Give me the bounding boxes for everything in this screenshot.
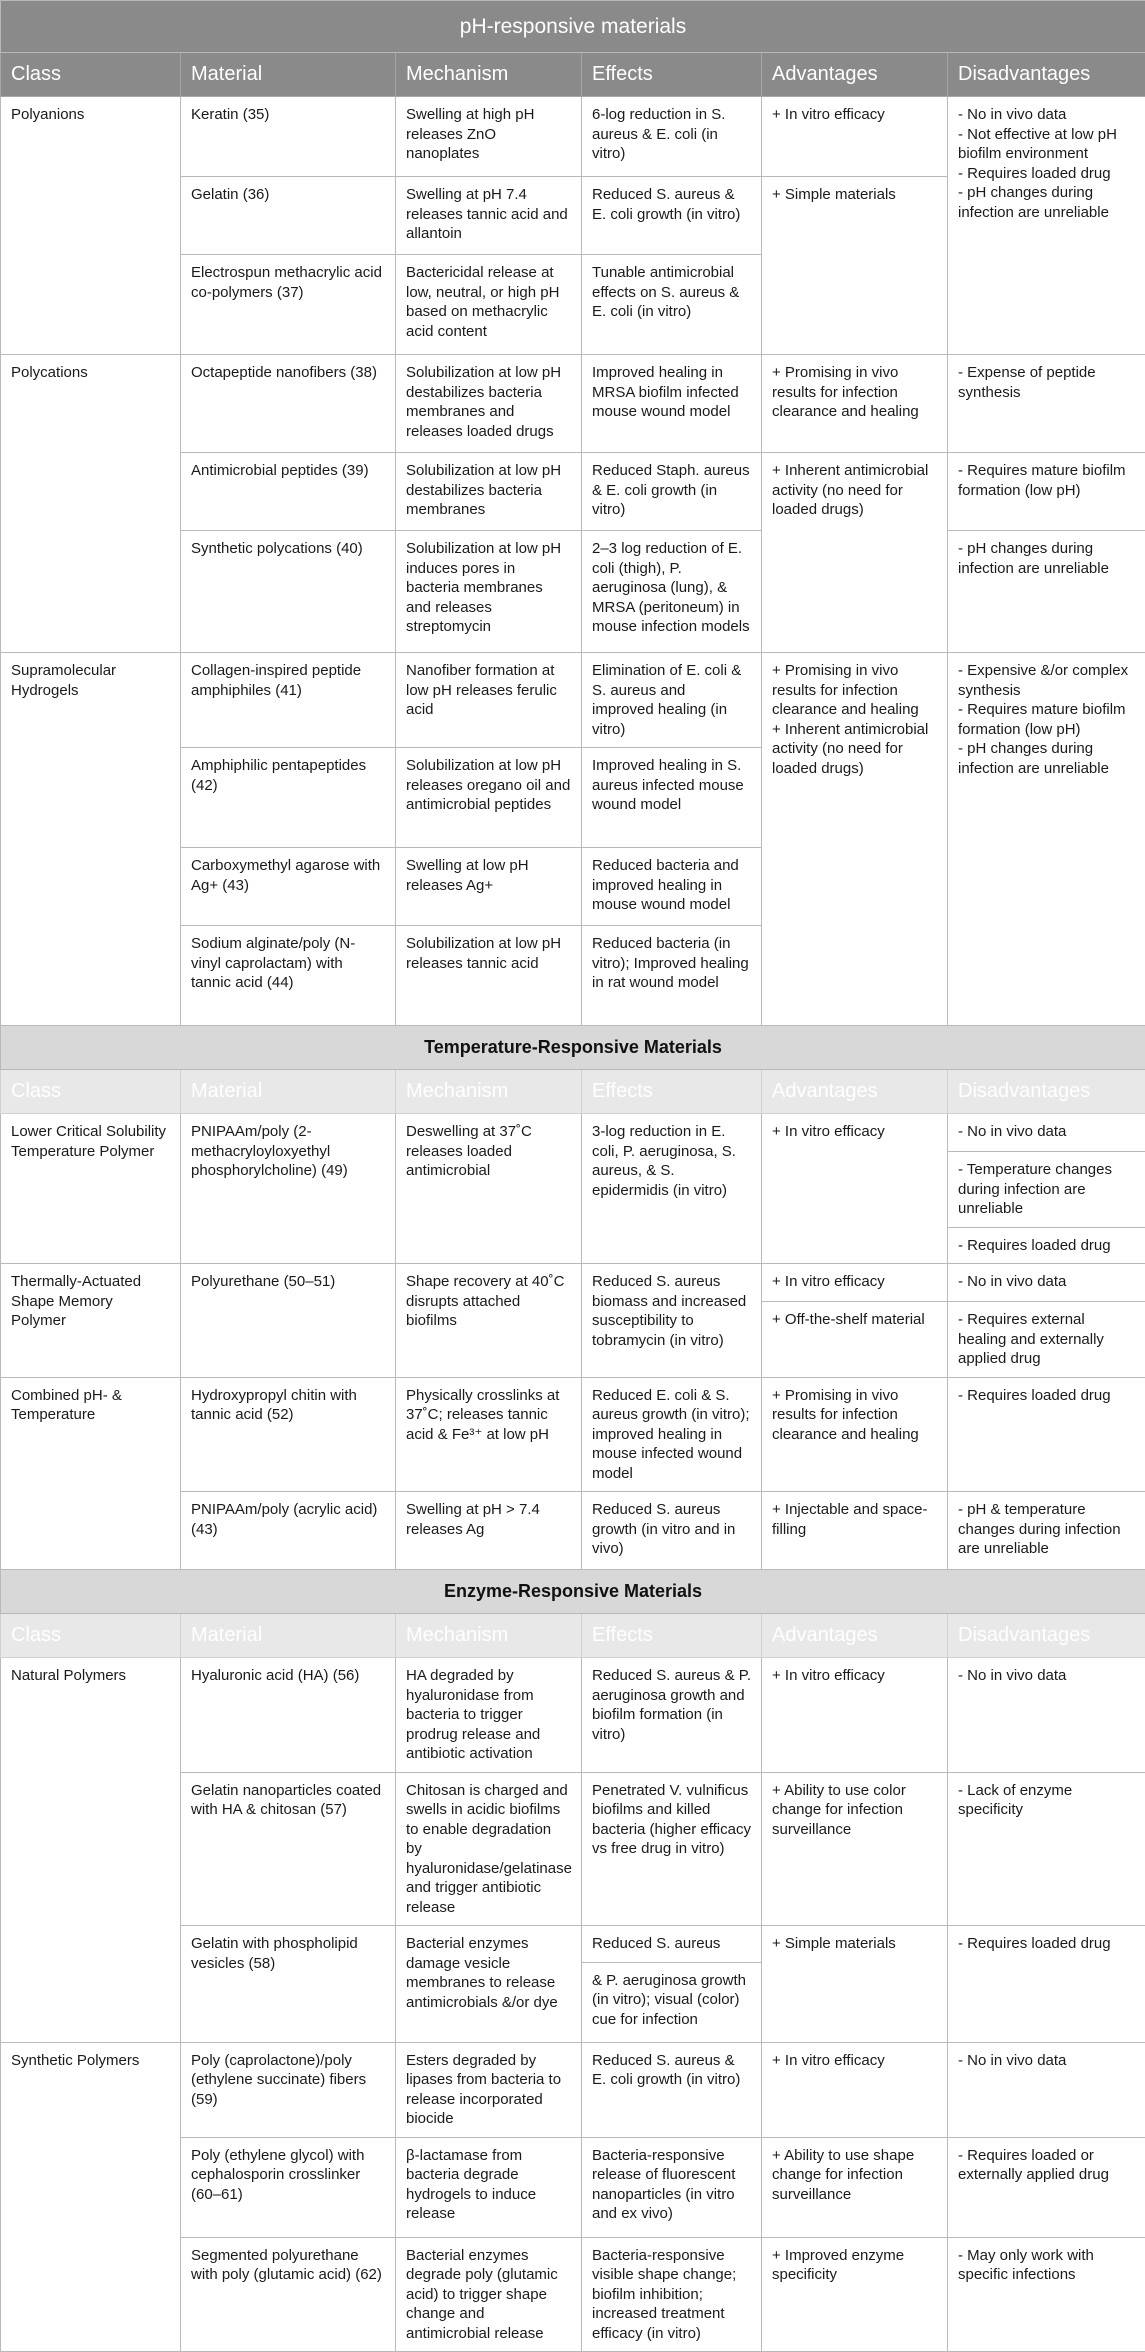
effects-cell: Reduced Staph. aureus & E. coli growth (in vitro) xyxy=(582,453,762,531)
material-cell: Electrospun methacrylic acid co-polymers (37) xyxy=(181,255,396,355)
disadvantages-cell: - Expense of peptide synthesis xyxy=(948,355,1145,453)
table-row xyxy=(1,355,1145,453)
disadvantages-cell: - Requires external healing and externally applied drug xyxy=(948,1302,1145,1378)
header-class: Class xyxy=(1,53,181,97)
effects-cell: Improved healing in MRSA biofilm infected mouse wound model xyxy=(582,355,762,453)
header-material: Material xyxy=(181,1614,396,1658)
advantages-cell: + In vitro efficacy xyxy=(762,1658,948,1773)
advantages-cell: + Simple materials xyxy=(762,177,948,355)
material-cell: Carboxymethyl agarose with Ag+ (43) xyxy=(181,848,396,926)
advantages-cell: + Ability to use color change for infection surveillance xyxy=(762,1772,948,1926)
table-row xyxy=(1,1658,1145,1773)
disadvantages-cell: - No in vivo data - Not effective at low pH biofilm environment - Requires loaded drug - pH changes during infection are unreliable xyxy=(948,97,1145,355)
advantages-cell: + Promising in vivo results for infection clearance and healing + Inherent antimicrobial activity (no need for loaded drugs) xyxy=(762,653,948,1026)
mechanism-cell: Swelling at pH > 7.4 releases Ag xyxy=(396,1492,582,1570)
mechanism-cell: β-lactamase from bacteria degrade hydrogels to induce release xyxy=(396,2137,582,2237)
advantages-cell: + Promising in vivo results for infection clearance and healing xyxy=(762,355,948,453)
effects-cell: Improved healing in S. aureus infected mouse wound model xyxy=(582,748,762,848)
advantages-cell: + In vitro efficacy xyxy=(762,1114,948,1264)
material-cell: Poly (ethylene glycol) with cephalosporin crosslinker (60–61) xyxy=(181,2137,396,2237)
material-cell: Gelatin (36) xyxy=(181,177,396,255)
material-cell: PNIPAAm/poly (acrylic acid) (43) xyxy=(181,1492,396,1570)
effects-cell: Reduced bacteria and improved healing in mouse wound model xyxy=(582,848,762,926)
material-cell: Keratin (35) xyxy=(181,97,396,177)
header-mechanism: Mechanism xyxy=(396,53,582,97)
mechanism-cell: Esters degraded by lipases from bacteria to release incorporated biocide xyxy=(396,2042,582,2137)
table-title: pH-responsive materials xyxy=(1,1,1145,53)
effects-cell: Reduced S. aureus & E. coli growth (in vitro) xyxy=(582,2042,762,2137)
material-cell: Octapeptide nanofibers (38) xyxy=(181,355,396,453)
disadvantages-cell: - May only work with specific infections xyxy=(948,2237,1145,2352)
advantages-cell: + In vitro efficacy xyxy=(762,2042,948,2137)
advantages-cell: + Simple materials xyxy=(762,1926,948,2043)
mechanism-cell: Physically crosslinks at 37˚C; releases tannic acid & Fe³⁺ at low pH xyxy=(396,1377,582,1492)
disadvantages-cell: - No in vivo data xyxy=(948,2042,1145,2137)
table-row xyxy=(1,1114,1145,1152)
disadvantages-cell: - Temperature changes during infection are unreliable xyxy=(948,1152,1145,1228)
class-cell: Polyanions xyxy=(1,97,181,355)
effects-cell: & P. aeruginosa growth (in vitro); visual (color) cue for infection xyxy=(582,1962,762,2042)
disadvantages-cell: - No in vivo data xyxy=(948,1114,1145,1152)
disadvantages-cell: - No in vivo data xyxy=(948,1264,1145,1302)
effects-cell: Reduced S. aureus & P. aeruginosa growth and biofilm formation (in vitro) xyxy=(582,1658,762,1773)
effects-cell: Elimination of E. coli & S. aureus and improved healing (in vitro) xyxy=(582,653,762,748)
class-cell: Combined pH- & Temperature xyxy=(1,1377,181,1570)
mechanism-cell: Shape recovery at 40˚C disrupts attached biofilms xyxy=(396,1264,582,1378)
mechanism-cell: Swelling at low pH releases Ag+ xyxy=(396,848,582,926)
effects-cell: Reduced S. aureus biomass and increased susceptibility to tobramycin (in vitro) xyxy=(582,1264,762,1378)
header-effects: Effects xyxy=(582,1614,762,1658)
material-cell: Gelatin with phospholipid vesicles (58) xyxy=(181,1926,396,2043)
mechanism-cell: Nanofiber formation at low pH releases ferulic acid xyxy=(396,653,582,748)
mechanism-cell: Bacterial enzymes degrade poly (glutamic acid) to trigger shape change and antimicrobial release xyxy=(396,2237,582,2352)
table-row xyxy=(1,2042,1145,2137)
header-advantages: Advantages xyxy=(762,1070,948,1114)
effects-cell: Bacteria-responsive visible shape change; biofilm inhibition; increased treatment efficacy (in vitro) xyxy=(582,2237,762,2352)
header-mechanism: Mechanism xyxy=(396,1614,582,1658)
mechanism-cell: Solubilization at low pH destabilizes bacteria membranes and releases loaded drugs xyxy=(396,355,582,453)
disadvantages-cell: - Requires loaded drug xyxy=(948,1227,1145,1264)
class-cell: Synthetic Polymers xyxy=(1,2042,181,2352)
advantages-cell: + In vitro efficacy xyxy=(762,97,948,177)
mechanism-cell: HA degraded by hyaluronidase from bacteria to trigger prodrug release and antibiotic activation xyxy=(396,1658,582,1773)
material-cell: Gelatin nanoparticles coated with HA & chitosan (57) xyxy=(181,1772,396,1926)
material-cell: Hyaluronic acid (HA) (56) xyxy=(181,1658,396,1773)
mechanism-cell: Solubilization at low pH destabilizes bacteria membranes xyxy=(396,453,582,531)
effects-cell: 2–3 log reduction of E. coli (thigh), P. aeruginosa (lung), & MRSA (peritoneum) in mouse infection models xyxy=(582,531,762,653)
header-disadvantages: Disadvantages xyxy=(948,1614,1145,1658)
class-cell: Lower Critical Solubility Temperature Polymer xyxy=(1,1114,181,1264)
table-row xyxy=(1,97,1145,177)
advantages-cell: + Injectable and space-filling xyxy=(762,1492,948,1570)
material-cell: Sodium alginate/poly (N-vinyl caprolactam) with tannic acid (44) xyxy=(181,926,396,1026)
header-class: Class xyxy=(1,1070,181,1114)
disadvantages-cell: - Requires mature biofilm formation (low pH) xyxy=(948,453,1145,531)
disadvantages-cell: - Lack of enzyme specificity xyxy=(948,1772,1145,1926)
effects-cell: Reduced bacteria (in vitro); Improved healing in rat wound model xyxy=(582,926,762,1026)
material-cell: Segmented polyurethane with poly (glutamic acid) (62) xyxy=(181,2237,396,2352)
effects-cell: 3-log reduction in E. coli, P. aeruginosa, S. aureus, & S. epidermidis (in vitro) xyxy=(582,1114,762,1264)
header-effects: Effects xyxy=(582,53,762,97)
section-title-temperature: Temperature-Responsive Materials xyxy=(1,1026,1145,1070)
disadvantages-cell: - pH changes during infection are unreliable xyxy=(948,531,1145,653)
material-cell: Collagen-inspired peptide amphiphiles (41) xyxy=(181,653,396,748)
material-cell: Antimicrobial peptides (39) xyxy=(181,453,396,531)
table-row xyxy=(1,1264,1145,1302)
material-cell: Hydroxypropyl chitin with tannic acid (52) xyxy=(181,1377,396,1492)
effects-cell: Reduced E. coli & S. aureus growth (in vitro); improved healing in mouse infected wound model xyxy=(582,1377,762,1492)
header-material: Material xyxy=(181,1070,396,1114)
disadvantages-cell: - pH & temperature changes during infection are unreliable xyxy=(948,1492,1145,1570)
material-cell: PNIPAAm/poly (2-methacryloyloxyethyl phosphorylcholine) (49) xyxy=(181,1114,396,1264)
header-advantages: Advantages xyxy=(762,53,948,97)
disadvantages-cell: - Requires loaded drug xyxy=(948,1377,1145,1492)
table-row xyxy=(1,653,1145,748)
advantages-cell: + Improved enzyme specificity xyxy=(762,2237,948,2352)
mechanism-cell: Swelling at high pH releases ZnO nanoplates xyxy=(396,97,582,177)
effects-cell: Reduced S. aureus xyxy=(582,1926,762,1963)
mechanism-cell: Swelling at pH 7.4 releases tannic acid and allantoin xyxy=(396,177,582,255)
header-effects: Effects xyxy=(582,1070,762,1114)
mechanism-cell: Solubilization at low pH releases tannic acid xyxy=(396,926,582,1026)
class-cell: Natural Polymers xyxy=(1,1658,181,2043)
effects-cell: Reduced S. aureus & E. coli growth (in vitro) xyxy=(582,177,762,255)
effects-cell: Penetrated V. vulnificus biofilms and killed bacteria (higher efficacy vs free drug in vitro) xyxy=(582,1772,762,1926)
class-cell: Thermally-Actuated Shape Memory Polymer xyxy=(1,1264,181,1378)
mechanism-cell: Chitosan is charged and swells in acidic biofilms to enable degradation by hyaluronidase/gelatinase and trigger antibiotic release xyxy=(396,1772,582,1926)
advantages-cell: + Promising in vivo results for infection clearance and healing xyxy=(762,1377,948,1492)
effects-cell: 6-log reduction in S. aureus & E. coli (in vitro) xyxy=(582,97,762,177)
disadvantages-cell: - Requires loaded or externally applied drug xyxy=(948,2137,1145,2237)
class-cell: Polycations xyxy=(1,355,181,653)
advantages-cell: + Inherent antimicrobial activity (no need for loaded drugs) xyxy=(762,453,948,653)
disadvantages-cell: - Requires loaded drug xyxy=(948,1926,1145,2043)
header-mechanism: Mechanism xyxy=(396,1070,582,1114)
material-cell: Amphiphilic pentapeptides (42) xyxy=(181,748,396,848)
mechanism-cell: Deswelling at 37˚C releases loaded antimicrobial xyxy=(396,1114,582,1264)
disadvantages-cell: - Expensive &/or complex synthesis - Requires mature biofilm formation (low pH) - pH changes during infection are unreliable xyxy=(948,653,1145,1026)
header-advantages: Advantages xyxy=(762,1614,948,1658)
header-disadvantages: Disadvantages xyxy=(948,1070,1145,1114)
effects-cell: Bacteria-responsive release of fluorescent nanoparticles (in vitro and ex vivo) xyxy=(582,2137,762,2237)
advantages-cell: + Off-the-shelf material xyxy=(762,1302,948,1378)
header-disadvantages: Disadvantages xyxy=(948,53,1145,97)
class-cell: Supramolecular Hydrogels xyxy=(1,653,181,1026)
header-class: Class xyxy=(1,1614,181,1658)
mechanism-cell: Solubilization at low pH releases oregano oil and antimicrobial peptides xyxy=(396,748,582,848)
effects-cell: Reduced S. aureus growth (in vitro and in vivo) xyxy=(582,1492,762,1570)
material-cell: Polyurethane (50–51) xyxy=(181,1264,396,1378)
effects-cell: Tunable antimicrobial effects on S. aureus & E. coli (in vitro) xyxy=(582,255,762,355)
advantages-cell: + Ability to use shape change for infection surveillance xyxy=(762,2137,948,2237)
material-cell: Poly (caprolactone)/poly (ethylene succinate) fibers (59) xyxy=(181,2042,396,2137)
mechanism-cell: Bacterial enzymes damage vesicle membranes to release antimicrobials &/or dye xyxy=(396,1926,582,2043)
mechanism-cell: Solubilization at low pH induces pores in bacteria membranes and releases streptomycin xyxy=(396,531,582,653)
header-material: Material xyxy=(181,53,396,97)
section-title-enzyme: Enzyme-Responsive Materials xyxy=(1,1570,1145,1614)
material-cell: Synthetic polycations (40) xyxy=(181,531,396,653)
mechanism-cell: Bactericidal release at low, neutral, or high pH based on methacrylic acid content xyxy=(396,255,582,355)
table-row xyxy=(1,1377,1145,1492)
disadvantages-cell: - No in vivo data xyxy=(948,1658,1145,1773)
advantages-cell: + In vitro efficacy xyxy=(762,1264,948,1302)
